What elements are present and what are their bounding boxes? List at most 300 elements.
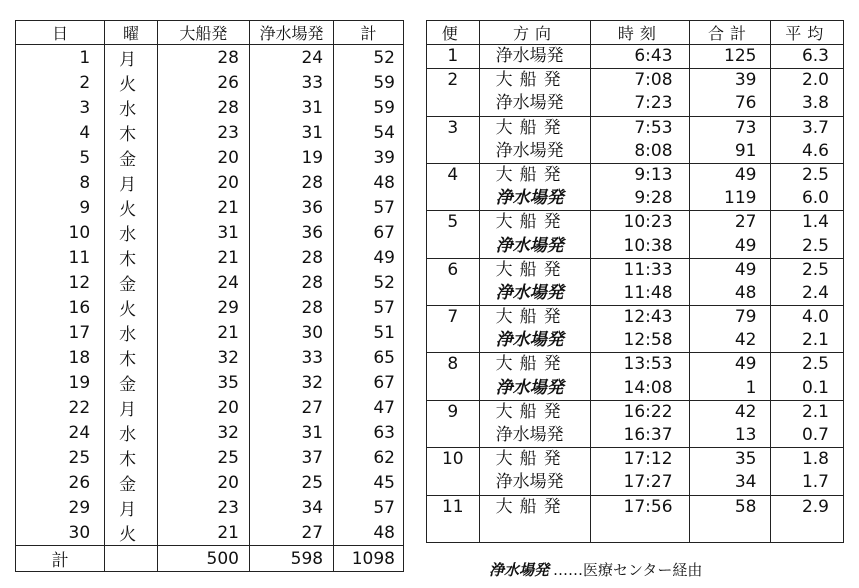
weekday-cell: 火 <box>105 520 158 546</box>
sum-cell: 52 <box>334 45 404 71</box>
daily-row <box>16 195 404 220</box>
run-direction-cell <box>479 306 591 353</box>
run-direction-cell <box>479 211 591 258</box>
run-time-cell <box>591 353 689 400</box>
run-direction: 浄水場発 <box>495 377 564 398</box>
run-time-cell <box>591 163 689 210</box>
day-cell: 25 <box>16 445 105 470</box>
run-number-text: 3 <box>447 117 459 138</box>
run-number <box>427 163 480 210</box>
run-time: 17:56 <box>623 496 673 517</box>
header-day: 日 <box>16 21 105 45</box>
run-average: 2.5 <box>801 354 829 375</box>
ofuna-cell: 20 <box>157 395 249 420</box>
sum-cell: 51 <box>334 320 404 345</box>
run-group <box>427 306 844 353</box>
run-group <box>427 495 844 542</box>
jousui-cell: 28 <box>250 295 334 320</box>
day-cell: 10 <box>16 220 105 245</box>
run-time: 8:08 <box>634 140 673 161</box>
run-time-cell <box>591 448 689 495</box>
run-time: 17:12 <box>623 449 673 470</box>
run-total: 49 <box>734 235 757 256</box>
sum-cell: 67 <box>334 370 404 395</box>
ofuna-cell: 28 <box>157 45 249 71</box>
run-total-cell <box>689 163 771 210</box>
run-total: 13 <box>734 425 757 445</box>
run-direction-cell <box>479 448 591 495</box>
daily-row <box>16 145 404 170</box>
sum-cell: 67 <box>334 220 404 245</box>
run-direction-cell <box>479 258 591 305</box>
run-number <box>427 45 480 69</box>
run-time-cell <box>591 400 689 447</box>
run-total: 49 <box>734 259 757 280</box>
jousui-cell: 33 <box>250 345 334 370</box>
sum-cell: 57 <box>334 495 404 520</box>
run-number-text: 5 <box>447 212 459 233</box>
run-time: 14:08 <box>623 377 673 398</box>
run-average: 4.6 <box>801 140 829 161</box>
weekday-cell: 水 <box>105 420 158 445</box>
ofuna-cell: 20 <box>157 170 249 195</box>
run-number <box>427 116 480 163</box>
run-direction: 大船発 <box>495 401 568 422</box>
daily-ridership-table <box>15 20 404 572</box>
run-total: 119 <box>724 188 757 209</box>
weekday-cell: 火 <box>105 295 158 320</box>
run-number-text: 8 <box>447 354 459 375</box>
footnote-via-label: 浄水場発 <box>489 561 550 579</box>
day-cell: 19 <box>16 370 105 395</box>
day-cell: 22 <box>16 395 105 420</box>
run-total: 27 <box>734 212 757 233</box>
run-group <box>427 45 844 69</box>
run-group <box>427 211 844 258</box>
run-number-text: 1 <box>447 46 459 66</box>
run-average: 2.4 <box>801 282 829 303</box>
run-direction-cell <box>479 400 591 447</box>
sum-cell: 63 <box>334 420 404 445</box>
run-group <box>427 69 844 116</box>
ofuna-cell: 23 <box>157 120 249 145</box>
day-cell: 4 <box>16 120 105 145</box>
ofuna-cell: 24 <box>157 270 249 295</box>
run-average: 2.9 <box>801 496 829 517</box>
weekday-cell: 火 <box>105 70 158 95</box>
total-sum: 1098 <box>334 546 404 572</box>
header-run-total: 合計 <box>689 21 771 45</box>
jousui-cell: 31 <box>250 420 334 445</box>
run-direction: 浄水場発 <box>495 282 564 303</box>
run-average-cell <box>771 495 844 542</box>
run-average: 2.1 <box>801 401 829 422</box>
run-average-cell <box>771 353 844 400</box>
run-time: 11:48 <box>623 282 673 303</box>
daily-header-row <box>16 21 404 45</box>
run-total: 35 <box>734 449 757 470</box>
jousui-cell: 19 <box>250 145 334 170</box>
header-time: 時刻 <box>591 21 689 45</box>
total-label: 計 <box>16 546 105 572</box>
jousui-cell: 24 <box>250 45 334 71</box>
run-direction: 大船発 <box>495 449 568 470</box>
run-total: 76 <box>734 93 757 114</box>
run-direction: 大船発 <box>495 354 568 375</box>
run-number <box>427 400 480 447</box>
run-average-cell <box>771 69 844 116</box>
run-total: 42 <box>734 401 757 422</box>
run-time-cell <box>591 258 689 305</box>
run-direction: 大船発 <box>495 164 568 185</box>
run-average: 6.0 <box>801 188 829 209</box>
weekday-cell: 水 <box>105 320 158 345</box>
run-direction: 浄水場発 <box>495 46 564 66</box>
daily-row <box>16 170 404 195</box>
run-average: 2.1 <box>801 330 829 351</box>
weekday-cell: 金 <box>105 470 158 495</box>
ofuna-cell: 28 <box>157 95 249 120</box>
run-direction-cell <box>479 45 591 69</box>
run-average: 3.7 <box>801 117 829 138</box>
run-number <box>427 448 480 495</box>
jousui-cell: 30 <box>250 320 334 345</box>
daily-row <box>16 495 404 520</box>
run-total: 42 <box>734 330 757 351</box>
day-cell: 3 <box>16 95 105 120</box>
daily-row <box>16 470 404 495</box>
daily-row <box>16 245 404 270</box>
sum-cell: 52 <box>334 270 404 295</box>
run-time-cell <box>591 211 689 258</box>
run-total-cell <box>689 400 771 447</box>
run-total: 91 <box>734 140 757 161</box>
run-direction-cell <box>479 353 591 400</box>
run-number-text: 11 <box>441 496 464 517</box>
run-direction: 浄水場発 <box>495 235 564 256</box>
jousui-cell: 31 <box>250 120 334 145</box>
run-average: 3.8 <box>801 93 829 114</box>
run-number-text: 2 <box>447 70 459 91</box>
run-time: 16:37 <box>623 425 673 445</box>
weekday-cell: 木 <box>105 245 158 270</box>
run-group <box>427 163 844 210</box>
run-total-cell <box>689 211 771 258</box>
run-total: 79 <box>734 307 757 328</box>
sum-cell: 57 <box>334 295 404 320</box>
run-average-cell <box>771 45 844 69</box>
weekday-cell: 月 <box>105 45 158 71</box>
ofuna-cell: 29 <box>157 295 249 320</box>
run-total-cell <box>689 448 771 495</box>
run-group <box>427 400 844 447</box>
run-average-cell <box>771 258 844 305</box>
run-average-cell <box>771 400 844 447</box>
daily-row <box>16 295 404 320</box>
ofuna-cell: 32 <box>157 420 249 445</box>
header-ofuna: 大船発 <box>157 21 249 45</box>
weekday-cell: 木 <box>105 345 158 370</box>
weekday-cell: 火 <box>105 195 158 220</box>
ofuna-cell: 23 <box>157 495 249 520</box>
run-direction-cell <box>479 495 591 542</box>
run-average-cell <box>771 116 844 163</box>
run-average: 4.0 <box>801 307 829 328</box>
weekday-cell: 水 <box>105 220 158 245</box>
jousui-cell: 32 <box>250 370 334 395</box>
daily-row <box>16 70 404 95</box>
run-number <box>427 69 480 116</box>
run-direction: 浄水場発 <box>495 330 564 351</box>
ofuna-cell: 26 <box>157 70 249 95</box>
daily-row <box>16 370 404 395</box>
day-cell: 26 <box>16 470 105 495</box>
runs-body <box>427 45 844 543</box>
ofuna-cell: 31 <box>157 220 249 245</box>
run-number <box>427 495 480 542</box>
run-time: 12:43 <box>623 307 673 328</box>
run-average: 1.7 <box>801 472 829 493</box>
footnote <box>489 559 702 580</box>
daily-row <box>16 270 404 295</box>
runs-header-row <box>427 21 844 45</box>
sum-cell: 47 <box>334 395 404 420</box>
weekday-cell: 木 <box>105 120 158 145</box>
run-average: 2.0 <box>801 70 829 91</box>
run-time-cell <box>591 116 689 163</box>
run-group <box>427 258 844 305</box>
run-total: 48 <box>734 282 757 303</box>
run-time: 17:27 <box>623 472 673 493</box>
daily-total-row <box>16 546 404 572</box>
run-direction: 浄水場発 <box>495 425 564 445</box>
run-total-cell <box>689 495 771 542</box>
sum-cell: 45 <box>334 470 404 495</box>
total-jousui: 598 <box>250 546 334 572</box>
daily-row <box>16 420 404 445</box>
run-average: 0.7 <box>801 425 829 445</box>
run-group <box>427 116 844 163</box>
header-total: 計 <box>334 21 404 45</box>
run-number <box>427 353 480 400</box>
run-total: 49 <box>734 164 757 185</box>
run-time-cell <box>591 495 689 542</box>
ofuna-cell: 21 <box>157 320 249 345</box>
run-time-cell <box>591 69 689 116</box>
weekday-cell: 水 <box>105 95 158 120</box>
day-cell: 24 <box>16 420 105 445</box>
run-average: 0.1 <box>801 377 829 398</box>
run-total-cell <box>689 258 771 305</box>
run-time: 16:22 <box>623 401 673 422</box>
daily-row <box>16 320 404 345</box>
jousui-cell: 27 <box>250 395 334 420</box>
jousui-cell: 28 <box>250 270 334 295</box>
run-number <box>427 258 480 305</box>
ofuna-cell: 21 <box>157 245 249 270</box>
daily-row <box>16 520 404 546</box>
jousui-cell: 36 <box>250 195 334 220</box>
run-average: 1.4 <box>801 212 829 233</box>
sum-cell: 49 <box>334 245 404 270</box>
run-total: 58 <box>734 496 757 517</box>
run-direction: 大船発 <box>495 212 568 233</box>
run-total-cell <box>689 116 771 163</box>
header-weekday: 曜 <box>105 21 158 45</box>
ofuna-cell: 35 <box>157 370 249 395</box>
run-average: 2.5 <box>801 235 829 256</box>
run-time: 9:13 <box>634 164 673 185</box>
daily-row <box>16 220 404 245</box>
day-cell: 9 <box>16 195 105 220</box>
ofuna-cell: 20 <box>157 470 249 495</box>
daily-row <box>16 95 404 120</box>
run-average: 1.8 <box>801 449 829 470</box>
jousui-cell: 33 <box>250 70 334 95</box>
run-total-cell <box>689 353 771 400</box>
run-time-cell <box>591 306 689 353</box>
sum-cell: 54 <box>334 120 404 145</box>
run-number <box>427 306 480 353</box>
run-average-cell <box>771 306 844 353</box>
day-cell: 30 <box>16 520 105 546</box>
day-cell: 16 <box>16 295 105 320</box>
header-direction: 方向 <box>479 21 591 45</box>
day-cell: 11 <box>16 245 105 270</box>
jousui-cell: 25 <box>250 470 334 495</box>
ofuna-cell: 25 <box>157 445 249 470</box>
run-number-text: 4 <box>447 164 459 185</box>
ofuna-cell: 20 <box>157 145 249 170</box>
run-number-text: 9 <box>447 401 459 422</box>
jousui-cell: 37 <box>250 445 334 470</box>
daily-row <box>16 345 404 370</box>
run-time: 7:23 <box>634 93 673 114</box>
footnote-text: ……医療センター経由 <box>553 561 703 579</box>
daily-body <box>16 45 404 546</box>
jousui-cell: 34 <box>250 495 334 520</box>
day-cell: 5 <box>16 145 105 170</box>
run-number <box>427 211 480 258</box>
sum-cell: 48 <box>334 170 404 195</box>
run-average-cell <box>771 211 844 258</box>
weekday-cell: 木 <box>105 445 158 470</box>
run-total: 39 <box>734 70 757 91</box>
run-time: 7:53 <box>634 117 673 138</box>
run-direction-cell <box>479 163 591 210</box>
run-direction: 大船発 <box>495 307 568 328</box>
weekday-cell: 金 <box>105 270 158 295</box>
run-total: 34 <box>734 472 757 493</box>
run-direction: 浄水場発 <box>495 93 564 114</box>
run-direction-cell <box>479 69 591 116</box>
run-direction: 浄水場発 <box>495 140 564 161</box>
weekday-cell: 月 <box>105 395 158 420</box>
day-cell: 8 <box>16 170 105 195</box>
run-average: 2.5 <box>801 259 829 280</box>
run-time: 10:38 <box>623 235 673 256</box>
run-total-cell <box>689 306 771 353</box>
run-direction: 浄水場発 <box>495 188 564 209</box>
header-run: 便 <box>427 21 480 45</box>
run-direction: 大船発 <box>495 117 568 138</box>
sum-cell: 62 <box>334 445 404 470</box>
ofuna-cell: 21 <box>157 520 249 546</box>
run-time: 11:33 <box>623 259 673 280</box>
sum-cell: 57 <box>334 195 404 220</box>
day-cell: 18 <box>16 345 105 370</box>
header-average: 平均 <box>771 21 844 45</box>
run-time: 6:43 <box>634 46 673 66</box>
run-average: 2.5 <box>801 164 829 185</box>
sum-cell: 59 <box>334 70 404 95</box>
jousui-cell: 27 <box>250 520 334 546</box>
daily-row <box>16 445 404 470</box>
jousui-cell: 36 <box>250 220 334 245</box>
jousui-cell: 28 <box>250 245 334 270</box>
run-ridership-table <box>426 20 844 543</box>
sum-cell: 65 <box>334 345 404 370</box>
run-time-cell <box>591 45 689 69</box>
run-average-cell <box>771 448 844 495</box>
run-average-cell <box>771 163 844 210</box>
run-number-text: 7 <box>447 307 459 328</box>
day-cell: 17 <box>16 320 105 345</box>
run-time: 9:28 <box>634 188 673 209</box>
sum-cell: 59 <box>334 95 404 120</box>
ofuna-cell: 32 <box>157 345 249 370</box>
run-average: 6.3 <box>801 46 829 66</box>
run-total: 1 <box>745 377 757 398</box>
run-group <box>427 448 844 495</box>
run-group <box>427 353 844 400</box>
daily-row <box>16 45 404 71</box>
run-total: 125 <box>724 46 757 66</box>
run-total-cell <box>689 45 771 69</box>
total-ofuna: 500 <box>157 546 249 572</box>
jousui-cell: 28 <box>250 170 334 195</box>
run-direction-cell <box>479 116 591 163</box>
ofuna-cell: 21 <box>157 195 249 220</box>
run-number-text: 6 <box>447 259 459 280</box>
weekday-cell: 月 <box>105 495 158 520</box>
day-cell: 1 <box>16 45 105 71</box>
run-time: 10:23 <box>623 212 673 233</box>
run-direction: 大船発 <box>495 259 568 280</box>
day-cell: 29 <box>16 495 105 520</box>
day-cell: 12 <box>16 270 105 295</box>
run-total: 73 <box>734 117 757 138</box>
sum-cell: 48 <box>334 520 404 546</box>
jousui-cell: 31 <box>250 95 334 120</box>
run-total: 49 <box>734 354 757 375</box>
weekday-cell: 月 <box>105 170 158 195</box>
day-cell: 2 <box>16 70 105 95</box>
sum-cell: 39 <box>334 145 404 170</box>
run-direction: 大船発 <box>495 496 568 517</box>
run-time: 12:58 <box>623 330 673 351</box>
run-time: 7:08 <box>634 70 673 91</box>
weekday-cell: 金 <box>105 370 158 395</box>
run-direction: 大船発 <box>495 70 568 91</box>
run-number-text: 10 <box>441 449 464 470</box>
header-jousui: 浄水場発 <box>250 21 334 45</box>
run-total-cell <box>689 69 771 116</box>
run-direction: 浄水場発 <box>495 472 564 493</box>
daily-row <box>16 120 404 145</box>
daily-row <box>16 395 404 420</box>
weekday-cell: 金 <box>105 145 158 170</box>
